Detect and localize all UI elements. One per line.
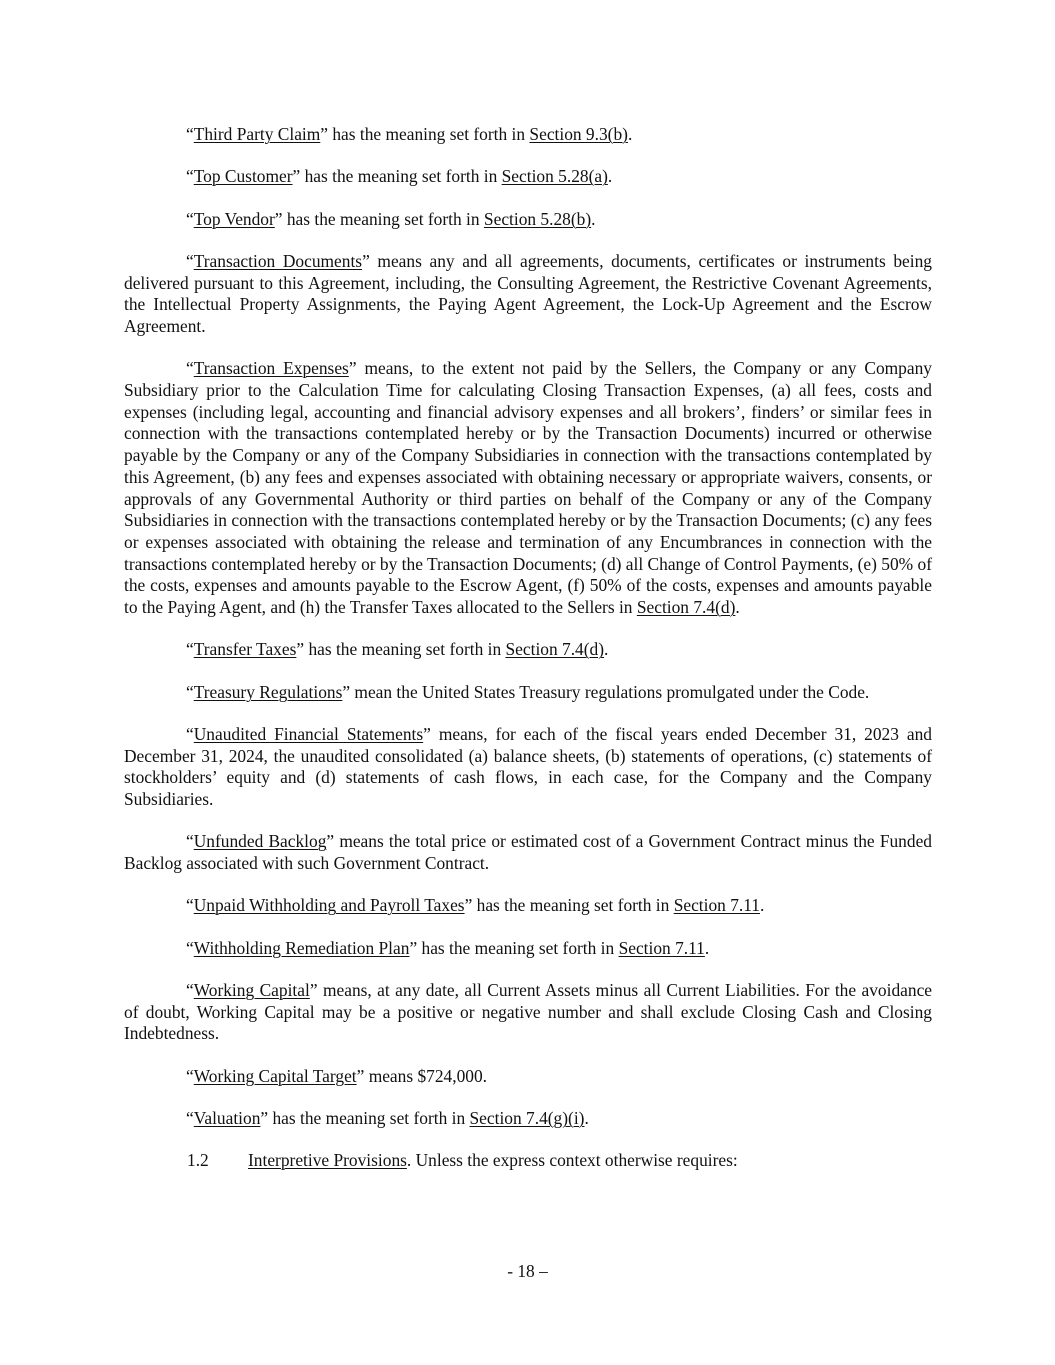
definition-third-party-claim: “Third Party Claim” has the meaning set forth in Section 9.3(b). [186,124,633,144]
section-heading-interpretive-provisions [124,1150,932,1172]
defined-term: Transaction Documents [193,250,363,271]
definition-withholding-remediation-plan: “Withholding Remediation Plan” has the meaning set forth in Section 7.11. [186,937,710,958]
definition-treasury-regulations: “Treasury Regulations” mean the United States Treasury regulations promulgated under the Code. [186,681,870,702]
definition-working-capital: “Working Capital” means, at any date, all Current Assets minus all Current Liabilities. For the avoidance of doubt, Working Capital may be a positive or negative number and shall exclude Closing Cash and Closing Indebtedness. [124,979,933,1044]
definition-valuation: “Valuation” has the meaning set forth in Section 7.4(g)(i). [186,1107,589,1128]
defined-term: Transaction Expenses [193,358,349,379]
defined-term: Third Party Claim [193,124,321,144]
definition-unaudited-financial-statements: “Unaudited Financial Statements” means, for each of the fiscal years ended December 31, 2023 and December 31, 2024, the unaudited consolidated (a) balance sheets, (b) statements of operations, (c) statements of stockholders’ equity and (d) statements of cash flows, in each case, for the Company and the Company Subsidiaries. [124,723,932,810]
section-title: Interpretive Provisions [248,1150,407,1171]
defined-term: Unpaid Withholding and Payroll Taxes [193,895,465,916]
defined-term: Unfunded Backlog [193,831,327,852]
section-reference: Section 7.11 [618,937,705,958]
section-reference: Section 7.4(g)(i) [469,1107,585,1128]
definition-working-capital-target: “Working Capital Target” means $724,000. [186,1065,488,1086]
defined-term: Working Capital Target [193,1065,357,1086]
defined-term: Unaudited Financial Statements [193,723,424,744]
section-reference: Section 7.4(d) [636,597,736,618]
definition-unfunded-backlog: “Unfunded Backlog” means the total price or estimated cost of a Government Contract minus the Funded Backlog associated with such Government Contract. [124,831,932,874]
section-reference: Section 9.3(b) [529,124,628,144]
defined-term: Valuation [193,1107,261,1128]
section-reference: Section 5.28(b) [483,208,592,229]
defined-term: Transfer Taxes [193,639,297,660]
definition-top-customer: “Top Customer” has the meaning set forth in Section 5.28(a). [186,166,613,187]
section-reference: Section 7.11 [673,895,760,916]
defined-term: Top Customer [193,166,293,187]
section-text: . Unless the express context otherwise requires: [406,1150,738,1171]
defined-term: Treasury Regulations [193,681,343,702]
section-reference: Section 7.4(d) [505,639,605,660]
definition-unpaid-withholding-payroll-taxes: “Unpaid Withholding and Payroll Taxes” has the meaning set forth in Section 7.11. [186,895,765,916]
page-number: - 18 – [507,1261,548,1281]
definition-transaction-expenses: “Transaction Expenses” means, to the extent not paid by the Sellers, the Company or any Company Subsidiary prior to the Calculation Time for calculating Closing Transaction Expenses, (a) all fees, costs and expenses (including legal, accounting and financial advisory expenses and all brokers’, finders’ or similar fees in connection with the transactions contemplated hereby or by the Transaction Documents) incurred or otherwise payable by the Company or any of the Company Subsidiaries in connection with the transactions contemplated by this Agreement, (b) any fees and expenses associated with obtaining necessary or appropriate waivers, consents, or approvals of any Governmental Authority or third parties on behalf of the Company or any of the Company Subsidiaries in connection with the transactions contemplated hereby or by the Transaction Documents; (c) any fees or expenses associated with obtaining the release and termination of any Encumbrances in connection with the transactions contemplated hereby or by the Transaction Documents; (d) all Change of Control Payments, (e) 50% of the costs, expenses and amounts payable to the Escrow Agent, (f) 50% of the costs, expenses and amounts payable to the Paying Agent, and (h) the Transfer Taxes allocated to the Sellers in Section 7.4(d). [124,358,932,618]
definition-top-vendor: “Top Vendor” has the meaning set forth in Section 5.28(b). [186,208,596,229]
definition-transaction-documents: “Transaction Documents” means any and all agreements, documents, certificates or instruments being delivered pursuant to this Agreement, including, the Consulting Agreement, the Restrictive Covenant Agreements, the Intellectual Property Assignments, the Paying Agent Agreement, the Lock-Up Agreement and the Escrow Agreement. [124,250,932,336]
defined-term: Top Vendor [193,208,275,229]
defined-term: Working Capital [193,979,310,1000]
defined-term: Withholding Remediation Plan [193,937,410,958]
section-reference: Section 5.28(a) [501,166,608,187]
section-number: 1.2 [187,1150,209,1171]
definition-transfer-taxes: “Transfer Taxes” has the meaning set forth in Section 7.4(d). [186,639,609,660]
definitions-section [124,124,932,1172]
